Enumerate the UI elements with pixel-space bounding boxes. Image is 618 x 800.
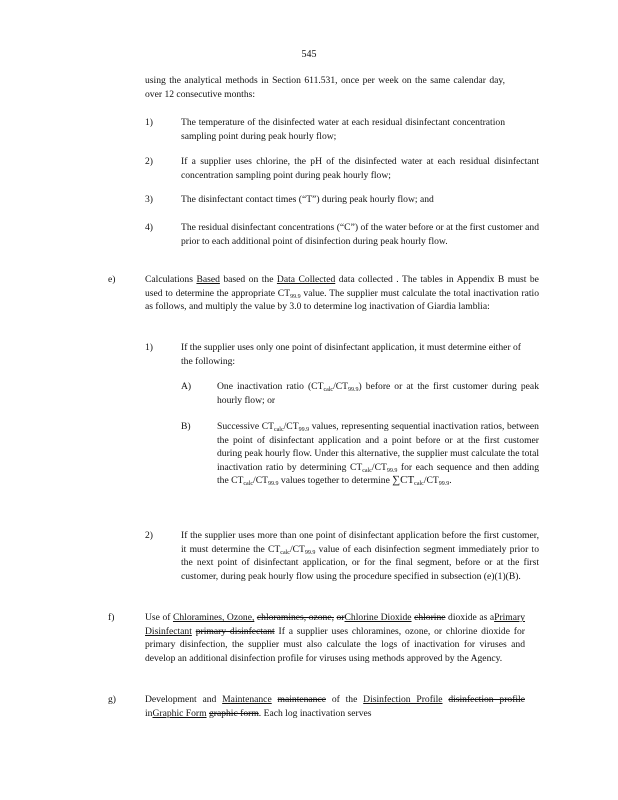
section-f-label: f): [108, 612, 115, 623]
inserted-text: Based: [196, 274, 220, 285]
list-item-3-label: 3): [145, 194, 153, 205]
section-g-label: g): [108, 694, 116, 705]
section-e1b-text: Successive $CT_{calc}/CT_{99.9}$ values, representing sequential inactivation ratios, between the point of disinfectant application and a point before or at the first customer during peak hourly flow. Under this alternative, the supplier must calculate the total inactivation ratio by determining $CT_{calc}/CT_{99.9}$ for each sequence and then adding the $CT_{calc}/CT_{99.9}$ values together to determine $\sum CT_{calc}/CT_{99.9}$.: [217, 421, 539, 487]
list-item-1-label: 1): [145, 117, 153, 128]
deleted-text: primary disinfectant: [195, 625, 275, 637]
deleted-text: or: [336, 612, 345, 623]
deleted-text: chloramines, ozone,: [256, 612, 334, 623]
list-item-4-label: 4): [145, 222, 153, 233]
inserted-text: Graphic Form: [152, 707, 207, 719]
inserted-text: Disinfection Profile: [363, 694, 443, 705]
inserted-text: Maintenance: [222, 694, 272, 705]
inserted-text: Chlorine Dioxide: [344, 612, 412, 623]
section-e-label: e): [108, 274, 116, 285]
intro-paragraph: using the analytical methods in Section 611.531, once per week on the same calendar day, over 12 consecutive months:: [145, 75, 505, 100]
inserted-text: Data Collected: [276, 274, 336, 285]
list-item-3-text: The disinfectant contact times (“T”) during peak hourly flow; and: [181, 194, 434, 205]
deleted-text: graphic form: [208, 707, 259, 719]
section-g-text: Development and Maintenance maintenance of the Disinfection Profile disinfection profile inGraphic Form graphic form. Each log inactivation serves: [145, 694, 525, 719]
list-item-1-text: The temperature of the disinfected water at each residual disinfectant concentration sampling point during peak hourly flow;: [181, 117, 505, 142]
section-f-text: Use of Chloramines, Ozone, chloramines, ozone, orChlorine Dioxide chlorine dioxide as aPrimary Disinfectant primary disinfectant If a supplier uses chloramines, ozone, or chlorine dioxide for primary disinfection, the supplier must also calculate the logs of inactivation for viruses and develop an additional disinfection profile for viruses using methods approved by the Agency.: [145, 612, 526, 664]
section-e1-text: If the supplier uses only one point of disinfectant application, it must determine either of the following:: [181, 342, 521, 367]
inserted-text: Chloramines, Ozone,: [172, 612, 255, 623]
inserted-text: Primary Disinfectant: [145, 612, 526, 637]
list-item-4-text: The residual disinfectant concentrations (“C”) of the water before or at the first customer and prior to each additional point of disinfection during peak hourly flow.: [181, 222, 539, 247]
section-e1a-text: One inactivation ratio $(CT_{calc}/CT_{99.9})$ before or at the first customer during peak hourly flow; or: [217, 381, 539, 406]
section-e1a-label: A): [181, 381, 192, 392]
deleted-text: maintenance: [277, 694, 326, 705]
section-e1b-label: B): [181, 421, 191, 432]
section-e2-label: 2): [145, 530, 153, 541]
list-item-2-text: If a supplier uses chlorine, the pH of the disinfected water at each residual disinfectant concentration sampling point during peak hourly flow;: [181, 156, 539, 181]
section-e-text: Calculations Based based on the Data Collected data collected . The tables in Appendix B must be used to determine the appropriate $CT_{99.9}$ value. The supplier must calculate the total inactivation ratio as follows, and multiply the value by 3.0 to determine log inactivation of Giardia lamblia:: [145, 274, 540, 312]
list-item-2-label: 2): [145, 156, 153, 167]
section-e2-text: If the supplier uses more than one point of disinfectant application before the first customer, it must determine the $CT_{calc}/CT_{99.9}$ value of each disinfection segment immediately prior to the next point of disinfectant application, or for the final segment, before or at the first customer, during peak hourly flow using the procedure specified in subsection (e)(1)(B).: [181, 530, 539, 582]
section-e1-label: 1): [145, 342, 153, 353]
deleted-text: chlorine: [414, 612, 446, 623]
page-number: 545: [301, 49, 317, 60]
deleted-text: disinfection profile: [448, 694, 525, 705]
